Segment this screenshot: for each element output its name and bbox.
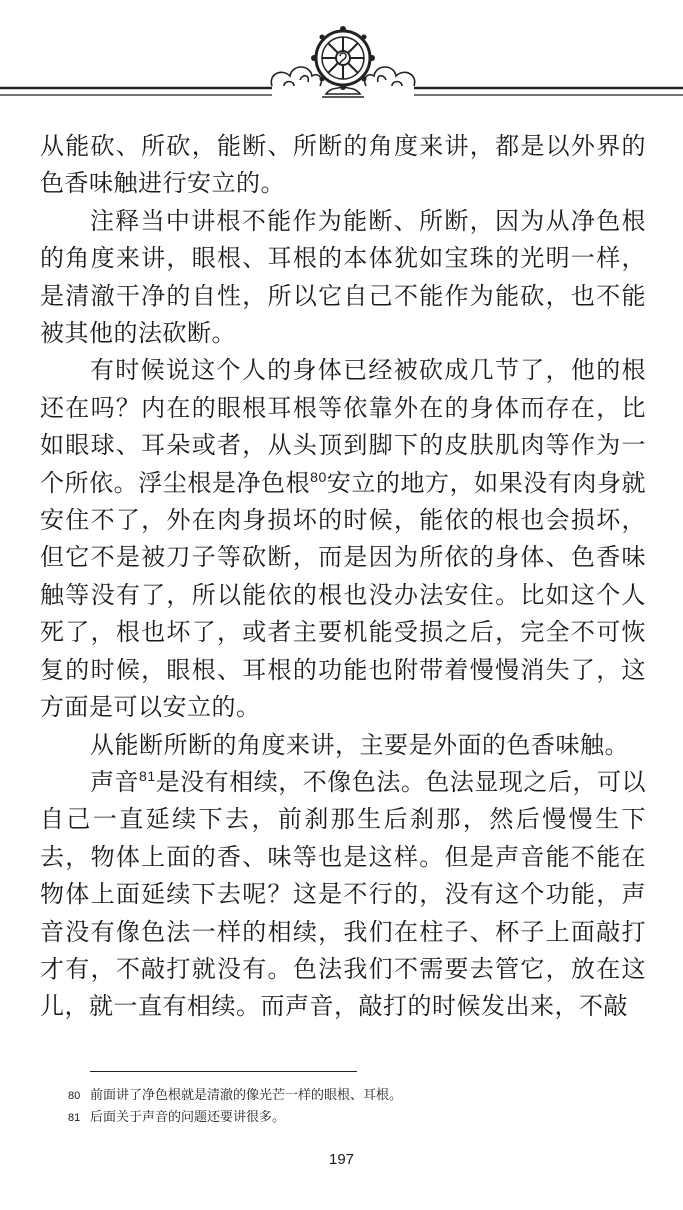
paragraph-text: 注释当中讲根不能作为能断、所断，因为从净色根的角度来讲，眼根、耳根的本体犹如宝珠的光明一样，是清澈干净的自性，所以它自己不能作为能砍，也不能被其他的法砍断。 (40, 206, 646, 348)
footnote-text: 后面关于声音的问题还要讲很多。 (90, 1110, 286, 1125)
cloud-left-icon (271, 67, 321, 86)
header-decoration (0, 0, 683, 112)
paragraph (40, 352, 646, 726)
paragraph (40, 727, 646, 764)
page-header-ornament (0, 0, 683, 112)
page-number: 197 (328, 1151, 355, 1168)
footnote-ref: 81 (139, 767, 156, 784)
paragraph-text: 从能砍、所砍，能断、所断的角度来讲，都是以外界的色香味触进行安立的。 (40, 132, 646, 198)
footnote-ref: 80 (310, 468, 327, 485)
paragraph (40, 203, 646, 353)
footnote-number: 80 (68, 1090, 81, 1102)
paragraph-text: 从能断所断的角度来讲，主要是外面的色香味触。 (90, 730, 629, 759)
paragraph-text: 有时候说这个人的身体已经被砍成几节了，他的根还在吗？内在的眼根耳根等依靠外在的身体而存在，比如眼球、耳朵或者，从头顶到脚下的皮肤肌肉等作为一个所依。浮尘根是净色根 (40, 356, 646, 497)
paragraph-text: 是没有相续，不像色法。色法显现之后，可以自己一直延续下去，前刹那生后刹那，然后慢慢生下去，物体上面的香、味等也是这样。但是声音能不能在物体上面延续下去呢？这是不行的，没有这个功能，声音没有像色法一样的相续，我们在柱子、杯子上面敲打才有，不敲打就没有。色法我们不需要去管它，放在这儿，就一直有相续。而声音，敲打的时候发出来，不敲 (40, 767, 647, 1021)
paragraph-text: 声音 (90, 767, 140, 796)
main-text (40, 128, 646, 1026)
footnote-separator (90, 1071, 357, 1072)
footnote-80 (68, 1085, 648, 1107)
footnote-number: 81 (68, 1112, 81, 1124)
paragraph-text: 安立的地方，如果没有肉身就安住不了，外在肉身损坏的时候，能依的根也会损坏，但它不是被刀子等砍断，而是因为所依的身体、色香味触等没有了，所以能依的根也没办法安住。比如这个人死了，根也坏了，或者主要机能受损之后，完全不可恢复的时候，眼根、耳根的功能也附带着慢慢消失了，这方面是可以安立的。 (40, 468, 647, 722)
paragraph (40, 764, 646, 1026)
footnotes (68, 1085, 648, 1129)
dharma-wheel-icon (311, 26, 375, 97)
paragraph (40, 128, 646, 203)
footnote-81 (68, 1107, 648, 1129)
footnote-text: 前面讲了净色根就是清澈的像光芒一样的眼根、耳根。 (90, 1088, 403, 1103)
cloud-right-icon (365, 67, 415, 86)
